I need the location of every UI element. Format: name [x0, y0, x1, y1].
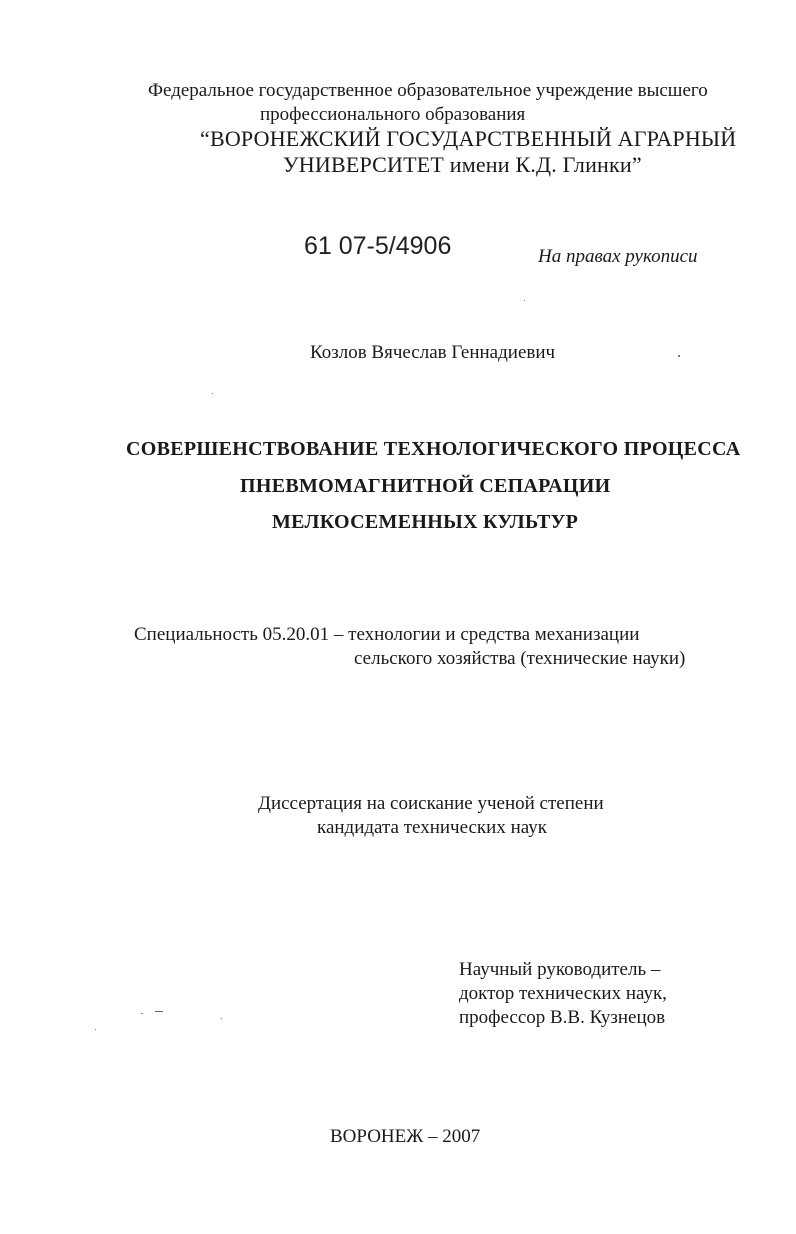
specialty-line-1: Специальность 05.20.01 – технологии и средства механизации: [134, 624, 640, 645]
title-line-1: СОВЕРШЕНСТВОВАНИЕ ТЕХНОЛОГИЧЕСКОГО ПРОЦЕССА: [126, 438, 741, 460]
institution-line-4: УНИВЕРСИТЕТ имени К.Д. Глинки”: [283, 152, 642, 177]
scan-speck: [678, 355, 680, 357]
author-name: Козлов Вячеслав Геннадиевич: [310, 342, 556, 363]
city-year: ВОРОНЕЖ – 2007: [330, 1126, 481, 1147]
supervisor-line-1: Научный руководитель –: [459, 959, 661, 980]
institution-line-2: профессионального образования: [260, 104, 526, 125]
scan-speck: [221, 1018, 222, 1019]
specialty-line-2: сельского хозяйства (технические науки): [354, 648, 686, 669]
supervisor-line-2: доктор технических наук,: [459, 983, 667, 1004]
institution-line-1: Федеральное государственное образовательное учреждение высшего: [148, 80, 708, 101]
scan-speck: [141, 1013, 143, 1014]
scan-speck: [95, 1029, 96, 1030]
dissertation-line-1: Диссертация на соискание ученой степени: [258, 793, 604, 814]
dissertation-line-2: кандидата технических наук: [317, 817, 547, 838]
supervisor-line-3: профессор В.В. Кузнецов: [459, 1007, 666, 1028]
title-line-2: ПНЕВМОМАГНИТНОЙ СЕПАРАЦИИ: [240, 475, 611, 497]
scan-speck: [155, 1011, 163, 1012]
title-line-3: МЕЛКОСЕМЕННЫХ КУЛЬТУР: [272, 511, 579, 533]
scan-speck: [524, 300, 525, 301]
manuscript-note: На правах рукописи: [538, 246, 698, 267]
library-stamp-number: 61 07-5/4906: [304, 232, 452, 260]
institution-line-3: “ВОРОНЕЖСКИЙ ГОСУДАРСТВЕННЫЙ АГРАРНЫЙ: [200, 126, 737, 151]
scan-speck: [212, 393, 213, 394]
